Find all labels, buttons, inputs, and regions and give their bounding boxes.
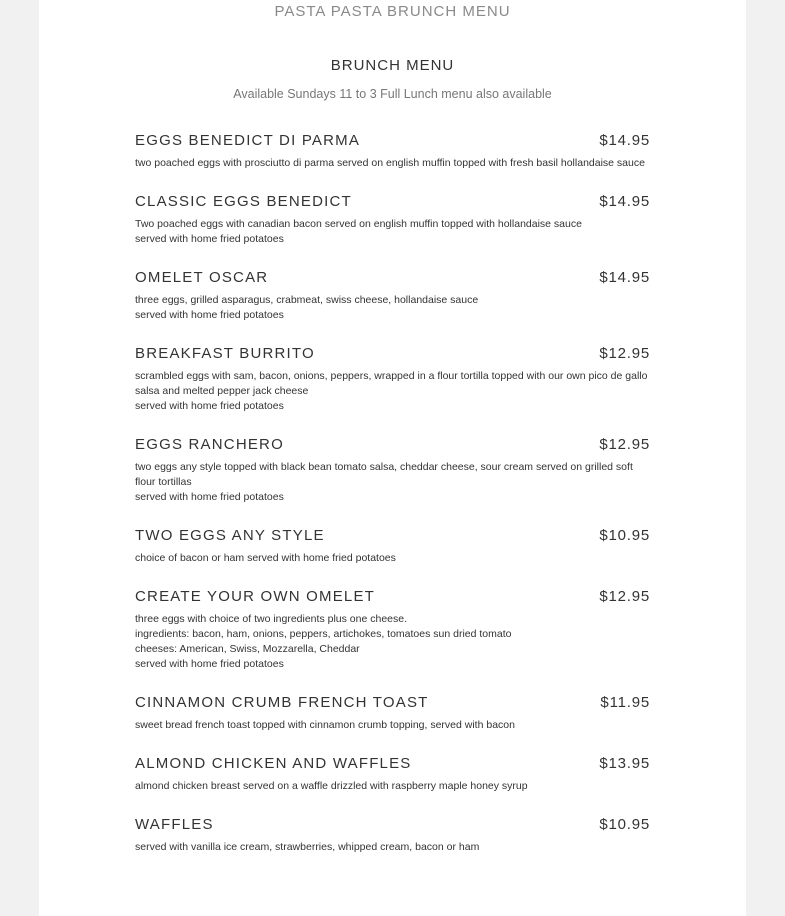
menu-item xyxy=(135,436,650,505)
menu-item-header xyxy=(135,132,650,152)
menu-item-name: BREAKFAST BURRITO xyxy=(135,345,315,362)
menu-item-name: ALMOND CHICKEN AND WAFFLES xyxy=(135,755,412,772)
menu-item-header xyxy=(135,755,650,775)
menu-item-name: OMELET OSCAR xyxy=(135,269,269,286)
menu-item-description: Two poached eggs with canadian bacon served on english muffin topped with hollandaise sauce served with home fried potatoes xyxy=(135,218,582,245)
menu-item xyxy=(135,755,650,794)
menu-page xyxy=(39,0,746,916)
menu-list xyxy=(135,132,650,877)
menu-item-description: two poached eggs with prosciutto di parma served on english muffin topped with fresh basil hollandaise sauce xyxy=(135,157,645,169)
menu-item xyxy=(135,345,650,414)
menu-item-price: $12.95 xyxy=(599,345,650,362)
menu-item-price: $12.95 xyxy=(599,588,650,605)
menu-item-price: $13.95 xyxy=(599,755,650,772)
menu-item xyxy=(135,132,650,171)
menu-item-header xyxy=(135,694,650,714)
menu-item-price: $14.95 xyxy=(599,193,650,210)
menu-item-price: $10.95 xyxy=(599,527,650,544)
menu-item-name: EGGS RANCHERO xyxy=(135,436,284,453)
menu-item-description: sweet bread french toast topped with cinnamon crumb topping, served with bacon xyxy=(135,719,515,731)
menu-item-price: $11.95 xyxy=(600,694,650,711)
menu-item-description: three eggs, grilled asparagus, crabmeat, swiss cheese, hollandaise sauce served with home fried potatoes xyxy=(135,294,479,321)
menu-item-price: $12.95 xyxy=(599,436,650,453)
menu-item-price: $14.95 xyxy=(599,269,650,286)
menu-item-description: choice of bacon or ham served with home fried potatoes xyxy=(135,552,396,564)
menu-item-description: almond chicken breast served on a waffle drizzled with raspberry maple honey syrup xyxy=(135,780,528,792)
menu-item-header xyxy=(135,816,650,836)
menu-item xyxy=(135,816,650,855)
menu-item xyxy=(135,694,650,733)
menu-item xyxy=(135,269,650,323)
menu-item-description: served with vanilla ice cream, strawberries, whipped cream, bacon or ham xyxy=(135,841,480,853)
menu-item xyxy=(135,588,650,672)
section-title: BRUNCH MENU xyxy=(330,57,455,74)
menu-item-price: $10.95 xyxy=(599,816,650,833)
section-subtitle: Available Sundays 11 to 3 Full Lunch menu also available xyxy=(233,87,552,101)
menu-item-description: three eggs with choice of two ingredients plus one cheese. ingredients: bacon, ham, onions, peppers, artichokes, tomatoes sun dried tomato cheeses: American, Swiss, Mozzarella, Cheddar served with home fried potatoes xyxy=(135,613,512,670)
menu-item-description: two eggs any style topped with black bean tomato salsa, cheddar cheese, sour cream served on grilled soft flour tortillas served with home fried potatoes xyxy=(135,461,633,503)
menu-item-header xyxy=(135,345,650,365)
menu-item-header xyxy=(135,193,650,213)
menu-item-name: TWO EGGS ANY STYLE xyxy=(135,527,325,544)
menu-item-name: CINNAMON CRUMB FRENCH TOAST xyxy=(135,694,429,711)
menu-item-header xyxy=(135,588,650,608)
menu-item-name: EGGS BENEDICT DI PARMA xyxy=(135,132,361,149)
menu-item-name: CLASSIC EGGS BENEDICT xyxy=(135,193,352,210)
page-title: PASTA PASTA BRUNCH MENU xyxy=(274,3,511,20)
menu-item-name: CREATE YOUR OWN OMELET xyxy=(135,588,376,605)
menu-item-description: scrambled eggs with sam, bacon, onions, peppers, wrapped in a flour tortilla topped with our own pico de gallo salsa and melted pepper jack cheese served with home fried potatoes xyxy=(135,370,648,412)
menu-item-name: WAFFLES xyxy=(135,816,214,833)
menu-item-header xyxy=(135,436,650,456)
menu-item xyxy=(135,527,650,566)
menu-item-price: $14.95 xyxy=(599,132,650,149)
menu-item-header xyxy=(135,269,650,289)
menu-item-header xyxy=(135,527,650,547)
menu-item xyxy=(135,193,650,247)
